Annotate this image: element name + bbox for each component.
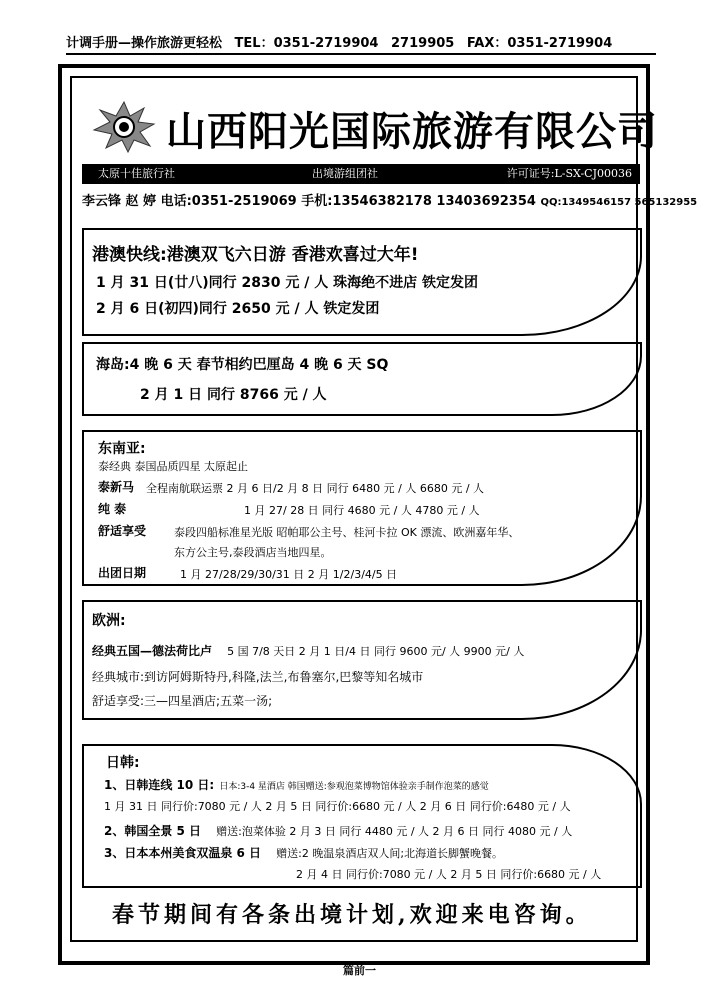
company-info-bar xyxy=(82,164,640,184)
island-section xyxy=(82,342,642,416)
header-slogan: 计调手册—操作旅游更轻松 xyxy=(66,36,223,51)
bar-license: 许可证号:L-SX-CJ00036 xyxy=(506,167,632,180)
jk-title: 日韩: xyxy=(106,755,140,771)
sea-title: 东南亚: xyxy=(98,441,146,457)
header-line xyxy=(66,32,656,55)
jk-line3-bold: 2、韩国全景 5 日 xyxy=(104,824,202,838)
header-tel2: 2719905 xyxy=(391,36,455,51)
hk-line1: 1 月 31 日(廿八)同行 2830 元 / 人 珠海绝不进店 铁定发团 xyxy=(96,275,478,291)
page-footer: 篇前一 xyxy=(343,964,376,977)
eu-title: 欧洲: xyxy=(92,613,126,629)
jk-line2: 1 月 31 日 同行价:7080 元 / 人 2 月 5 日 同行价:6680 元 / 人 2 月 6 日 同行价:6480 元 / 人 xyxy=(104,800,571,813)
bar-mid: 出境游组团社 xyxy=(312,167,378,180)
sun-logo-icon xyxy=(92,98,156,154)
eu-line3: 舒适享受:三—四星酒店;五菜一汤; xyxy=(92,694,273,708)
sea-r3-text2: 东方公主号,泰段酒店当地四星。 xyxy=(174,546,332,559)
contact-text: 李云锋 赵 婷 电话:0351-2519069 手机:13546382178 13403692354 xyxy=(82,194,536,209)
europe-section xyxy=(82,600,642,720)
header-tel: TEL：0351-2719904 xyxy=(234,36,379,51)
sea-r2-text: 1 月 27/ 28 日 同行 4680 元 / 人 4780 元 / 人 xyxy=(244,504,480,517)
jk-line4 xyxy=(104,842,503,861)
contact-line xyxy=(82,190,698,209)
eu-line1 xyxy=(92,640,524,659)
southeast-asia-section xyxy=(82,430,642,586)
sea-r1-text: 全程南航联运票 2 月 6 日/2 月 8 日 同行 6480 元 / 人 6680 元 / 人 xyxy=(146,482,485,495)
header-fax: FAX：0351-2719904 xyxy=(466,36,613,51)
bar-left: 太原十佳旅行社 xyxy=(98,167,175,180)
hk-macau-section xyxy=(82,228,642,336)
hk-line2: 2 月 6 日(初四)同行 2650 元 / 人 铁定发团 xyxy=(96,301,380,317)
jk-line5: 2 月 4 日 同行价:7080 元 / 人 2 月 5 日 同行价:6680 元 / 人 xyxy=(296,868,602,881)
jk-line1 xyxy=(104,774,489,793)
hk-title: 港澳快线:港澳双飞六日游 香港欢喜过大年! xyxy=(92,245,419,265)
sea-r4-text: 1 月 27/28/29/30/31 日 2 月 1/2/3/4/5 日 xyxy=(180,568,398,581)
sea-r3-label: 舒适享受 xyxy=(98,524,147,538)
jk-line4-bold: 3、日本本州美食双温泉 6 日 xyxy=(104,846,262,860)
sea-sub: 泰经典 泰国品质四星 太原起止 xyxy=(98,460,248,473)
island-title: 海岛:4 晚 6 天 春节相约巴厘岛 4 晚 6 天 SQ xyxy=(96,357,389,373)
sea-r4-label: 出团日期 xyxy=(98,566,147,580)
company-name: 山西阳光国际旅游有限公司 xyxy=(166,109,658,155)
sea-r2-label: 纯 泰 xyxy=(98,502,127,516)
eu-line1-rest: 5 国 7/8 天日 2 月 1 日/4 日 同行 9600 元/ 人 9900 元/ 人 xyxy=(227,645,525,658)
bottom-slogan: 春节期间有各条出境计划,欢迎来电咨询。 xyxy=(112,902,592,928)
island-line1: 2 月 1 日 同行 8766 元 / 人 xyxy=(140,387,327,403)
sea-r3-text: 泰段四船标准星光版 昭帕耶公主号、桂河卡拉 OK 漂流、欧洲嘉年华、 xyxy=(174,526,520,539)
japan-korea-section xyxy=(82,744,642,888)
jk-line4-rest: 赠送:2 晚温泉酒店双人间;北海道长脚蟹晚餐。 xyxy=(276,847,504,860)
eu-line2: 经典城市:到访阿姆斯特丹,科隆,法兰,布鲁塞尔,巴黎等知名城市 xyxy=(92,670,424,684)
eu-line1-bold: 经典五国—德法荷比卢 xyxy=(92,644,213,658)
jk-line3 xyxy=(104,820,572,839)
jk-line1-bold: 1、日韩连线 10 日: xyxy=(104,778,215,792)
jk-line3-rest: 赠送:泡菜体验 2 月 3 日 同行 4480 元 / 人 2 月 6 日 同行 4080 元 / 人 xyxy=(216,825,573,838)
sea-r1-label: 泰新马 xyxy=(98,480,135,494)
jk-line1-rest: 日本:3-4 星酒店 韩国赠送:参观泡菜博物馆体验亲手制作泡菜的感觉 xyxy=(219,782,489,792)
contact-qq: QQ:1349546157 565132955 xyxy=(540,197,698,208)
